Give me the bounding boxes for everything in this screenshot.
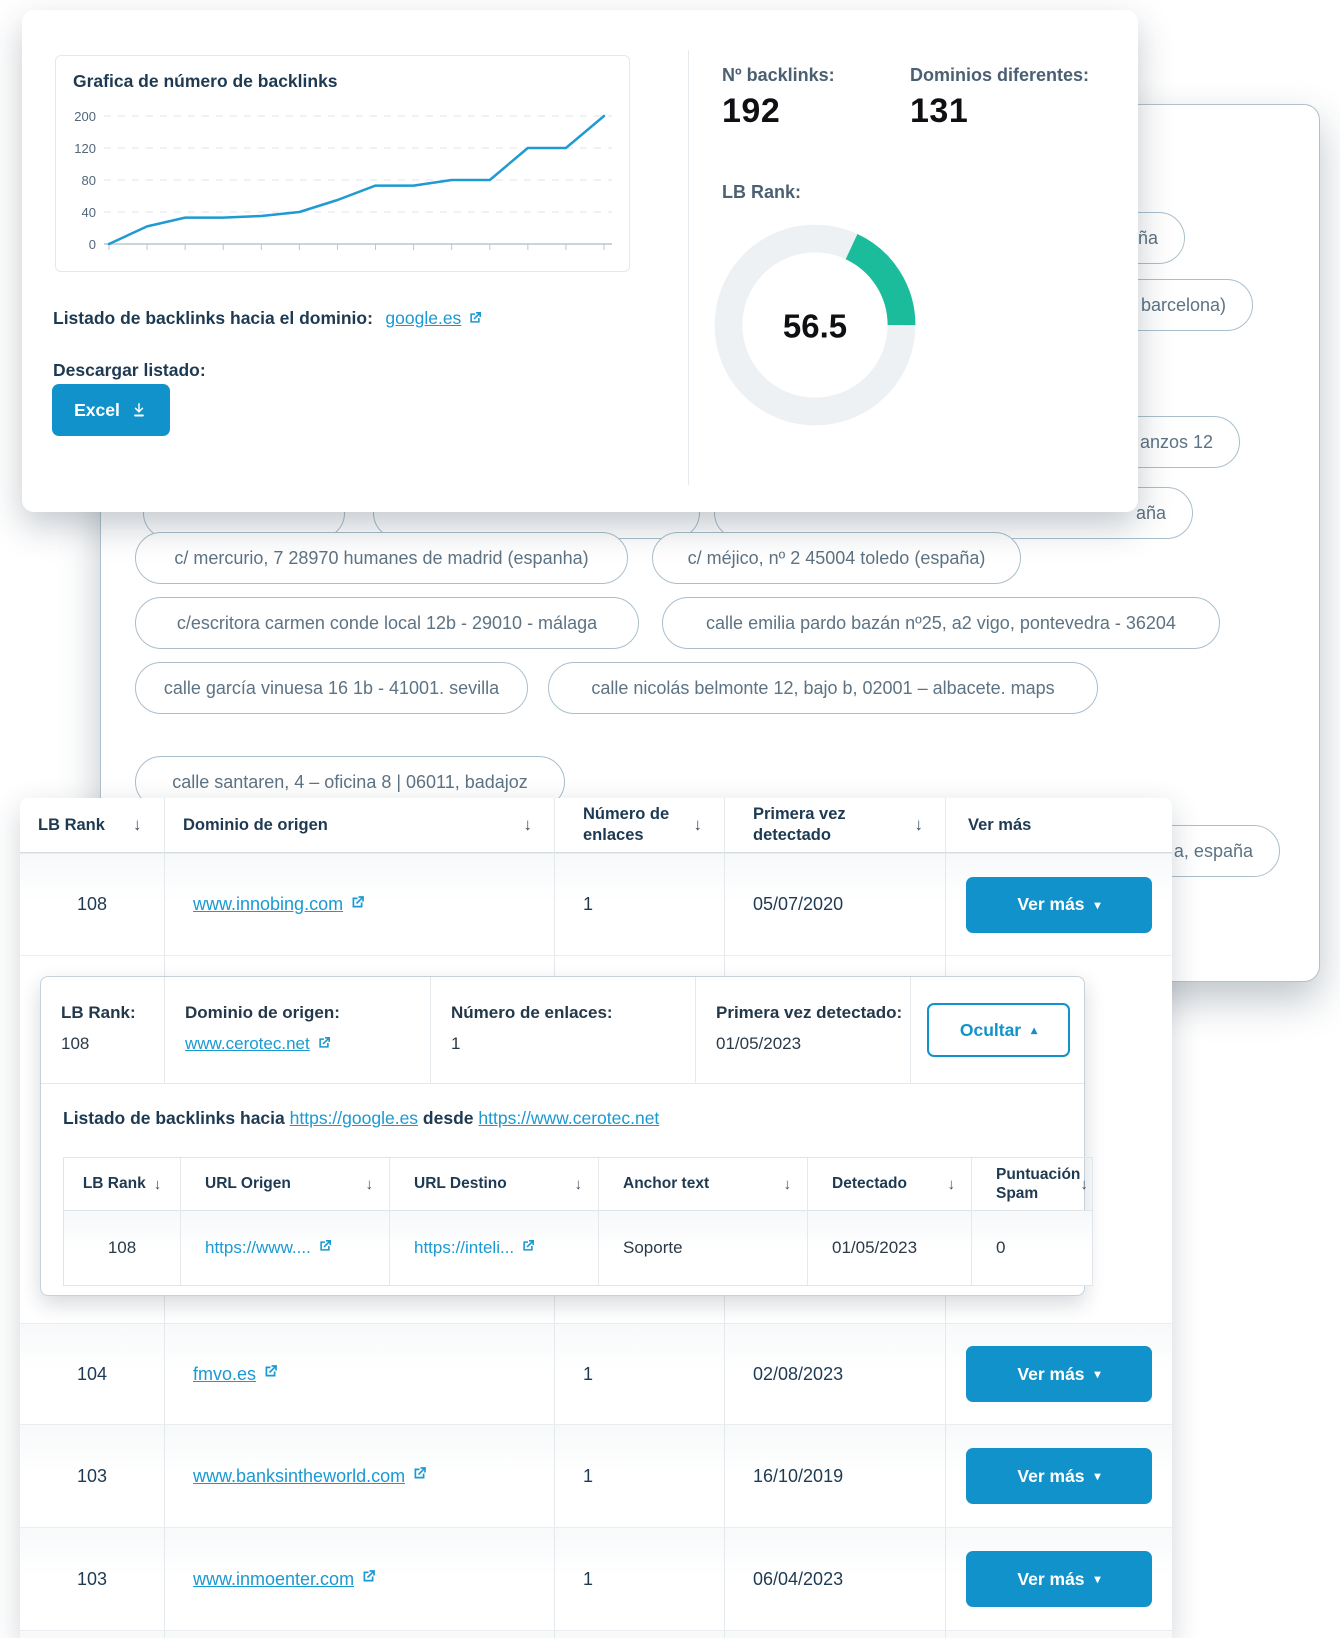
backlinks-count-label: Nº backlinks: [722,65,835,85]
inner-column-url-origen[interactable]: URL Origen ↓ [181,1158,390,1210]
table-header [20,798,1172,853]
domain-link[interactable]: fmvo.es [193,1363,257,1384]
url-destino-cell [390,1211,599,1285]
sort-down-icon: ↓ [153,1175,162,1193]
lb-rank-gauge [712,222,918,428]
address-pill: c/ mercurio, 7 28970 humanes de madrid (espanha) [135,532,628,584]
external-link-icon [262,1363,279,1385]
domain-link[interactable]: google.es [385,308,462,328]
spam-score-cell: 0 [996,1238,1006,1257]
url-destino-link[interactable]: https://inteli... [414,1238,515,1257]
address-pill: barcelona) [690,279,1253,331]
backlink-detail-card [40,976,1088,1296]
expanded-detail-row [20,955,1172,1323]
sort-down-icon: ↓ [574,1175,582,1193]
detected-cell: 16/10/2019 [725,1425,946,1527]
address-pill: a, españa [1000,825,1280,877]
inner-column-url-destino[interactable]: URL Destino ↓ [390,1158,599,1210]
chevron-up-icon: ▴ [1031,1023,1038,1037]
ocultar-button[interactable]: Ocultar ▴ [927,1003,1070,1057]
domain-link[interactable]: www.cerotec.net [185,1034,310,1053]
ver-mas-button[interactable]: Ver más ▾ [966,1346,1152,1402]
svg-text:0: 0 [88,237,96,252]
inner-table-row [64,1211,1092,1285]
domain-cell [165,1425,555,1527]
chevron-down-icon: ▾ [1094,1367,1101,1381]
svg-text:40: 40 [81,205,96,220]
domain-link[interactable]: www.banksintheworld.com [193,1465,406,1486]
table-row [20,1527,1172,1630]
address-pill: calle santaren, 4 – oficina 8 | 06011, badajoz [135,756,565,808]
url-origen-link[interactable]: https://www.... [205,1238,311,1257]
url-origen-cell [181,1211,390,1285]
detected-cell: 05/07/2020 [725,854,946,955]
external-link-icon [520,1238,536,1259]
address-pill: calle garcía vinuesa 16 1b - 41001. sevilla [135,662,528,714]
action-cell [946,1324,1172,1424]
download-icon [130,401,148,419]
address-pill: c/escritora carmen conde local 12b - 29010 - málaga [135,597,639,649]
address-pill: aña [714,487,1193,539]
sort-down-icon: ↓ [365,1175,373,1193]
external-link-icon [316,1035,332,1056]
detail-field: Primera vez detectado: 01/05/2023 [696,977,911,1083]
lb-rank-cell: 108 [20,854,165,955]
lb-rank-cell: 108 [64,1211,181,1285]
summary-card [22,10,1138,512]
lb-rank-label: LB Rank: [722,182,802,202]
links-count-cell: 1 [555,1425,725,1527]
links-count-cell: 1 [555,1528,725,1630]
chevron-down-icon: ▾ [1094,1572,1101,1586]
chevron-down-icon: ▾ [1094,897,1101,912]
detail-field: Número de enlaces: 1 [431,977,696,1083]
detail-header [41,977,1084,1083]
sort-down-icon: ↓ [523,815,532,834]
anchor-text-cell: Soporte [599,1211,808,1285]
detected-cell: 02/08/2023 [725,1324,946,1424]
action-cell [946,1425,1172,1527]
inner-column-anchor-text[interactable]: Anchor text ↓ [599,1158,808,1210]
descargar-label: Descargar listado: [53,360,206,380]
links-count-cell: 1 [555,854,725,955]
domain-link[interactable]: www.inmoenter.com [193,1568,355,1589]
ver-mas-button[interactable]: Ver más ▾ [966,877,1152,933]
sort-down-icon: ↓ [783,1175,791,1193]
domain-cell [165,1324,555,1424]
lb-rank-cell: 103 [20,1528,165,1630]
source-link[interactable]: https://www.cerotec.net [478,1108,660,1128]
column-header-lb-rank[interactable]: LB Rank ↓ [20,798,165,852]
svg-text:200: 200 [74,109,96,124]
sort-down-icon: ↓ [914,815,923,834]
domain-cell [165,1528,555,1630]
inner-table-header [64,1158,1092,1211]
domains-count-value: 131 [910,92,969,130]
ver-mas-button[interactable]: Ver más ▾ [966,1551,1152,1607]
chart-title: Grafica de número de backlinks [73,71,338,91]
external-link-icon [317,1238,333,1259]
chevron-down-icon: ▾ [1094,1469,1101,1483]
address-pill: calle emilia pardo bazán nº25, a2 vigo, pontevedra - 36204 [662,597,1220,649]
detail-field: LB Rank: 108 [41,977,165,1083]
sort-down-icon: ↓ [693,815,702,834]
divider [688,50,689,485]
domain-link[interactable]: www.innobing.com [193,894,344,914]
lb-rank-cell: 104 [20,1324,165,1424]
external-link-icon [360,1568,377,1590]
sort-down-icon: ↓ [1080,1175,1088,1193]
column-header-enlaces[interactable]: Número de enlaces ↓ [555,798,725,852]
ver-mas-button[interactable]: Ver más ▾ [966,1448,1152,1504]
backlinks-count-value: 192 [722,92,781,130]
backlinks-table [20,798,1172,1638]
svg-text:120: 120 [74,141,96,156]
links-count-cell: 1 [555,1324,725,1424]
address-pill: ña [690,212,1185,264]
table-row [20,1424,1172,1527]
listado-line: Listado de backlinks hacia el dominio: google.es [53,308,483,331]
inner-column-detectado[interactable]: Detectado ↓ [808,1158,972,1210]
detected-cell: 06/04/2023 [725,1528,946,1630]
column-header-dominio[interactable]: Dominio de origen ↓ [165,798,555,852]
backlinks-sentence: Listado de backlinks hacia https://google.es desde https://www.cerotec.net [63,1108,660,1128]
sort-down-icon: ↓ [947,1175,955,1193]
address-pill: anzos 12 [690,416,1240,468]
detail-field: Dominio de origen: www.cerotec.net [165,977,431,1083]
table-row [20,1630,1172,1638]
action-cell [946,1528,1172,1630]
external-link-icon [349,894,366,916]
backlinks-line-chart [64,104,620,262]
external-link-icon [411,1465,428,1487]
target-link[interactable]: https://google.es [289,1108,419,1128]
detected-cell: 01/05/2023 [808,1211,972,1285]
domain-cell [165,854,555,955]
address-pill: calle nicolás belmonte 12, bajo b, 02001 – albacete. maps [548,662,1098,714]
sort-down-icon: ↓ [132,815,142,834]
inner-column-lb-rank[interactable]: LB Rank ↓ [64,1158,181,1210]
excel-download-button[interactable]: Excel [52,384,170,436]
column-header-detectado[interactable]: Primera vez detectado ↓ [725,798,946,852]
address-pill: c/ méjico, nº 2 45004 toledo (españa) [652,532,1021,584]
domains-count-label: Dominios diferentes: [910,65,1090,85]
column-header-ver-mas: Ver más [968,815,1032,834]
backlink-urls-table [63,1157,1093,1286]
table-row [20,853,1172,955]
lb-rank-cell: 103 [20,1425,165,1527]
external-link-icon [467,310,483,331]
table-row [20,1323,1172,1424]
action-cell [946,854,1172,955]
inner-column-spam[interactable]: Puntuación Spam ↓ [996,1165,1088,1202]
svg-text:80: 80 [81,173,96,188]
gauge-value: 56.5 [782,307,848,345]
backlinks-chart-panel [55,55,630,272]
